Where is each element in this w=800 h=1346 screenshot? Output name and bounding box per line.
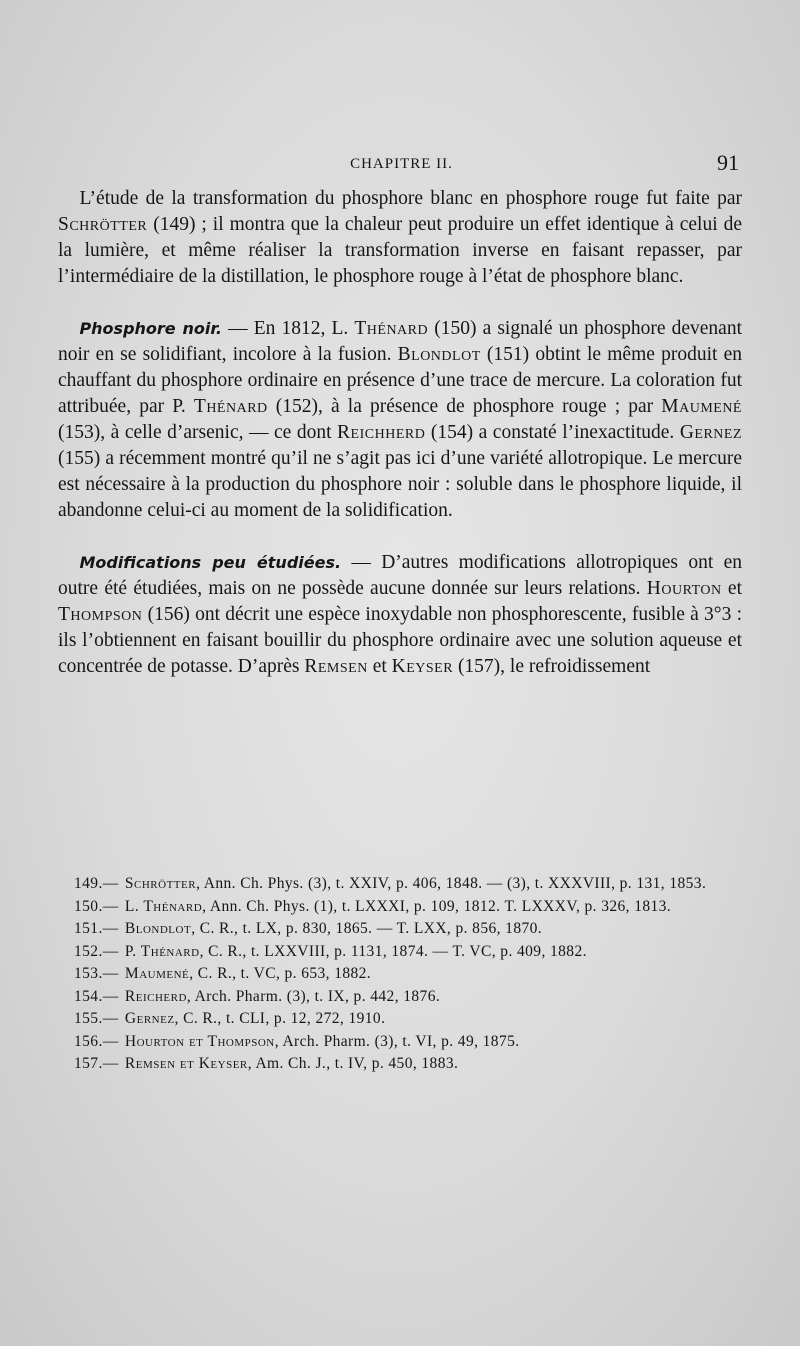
- footnote: [52, 918, 742, 941]
- text-run: (151) obtint le même produit en chauffant du phosphore ordinaire en présence d’une trace de mercure. La coloration fut attribuée, par P.: [58, 344, 742, 417]
- section-heading-phosphore-noir: Phosphore noir.: [79, 319, 223, 338]
- footnote: [52, 1053, 742, 1076]
- footnote: [52, 896, 742, 919]
- footnote-reference: , C. R., t. LX, p. 830, 1865. — T. LXX, p. 856, 1870.: [191, 920, 543, 937]
- body-text: [58, 186, 742, 680]
- author-name: Reichherd: [337, 422, 426, 443]
- text-run: (157), le refroidissement: [453, 656, 651, 677]
- paragraph-schrotter: [58, 186, 742, 290]
- footnotes: [52, 873, 742, 1076]
- footnote-reference: , Ann. Ch. Phys. (3), t. XXIV, p. 406, 1848. — (3), t. XXXVIII, p. 131, 1853.: [196, 875, 707, 892]
- footnote-reference: , Ann. Ch. Phys. (1), t. LXXXI, p. 109, 1812. T. LXXXV, p. 326, 1813.: [202, 897, 672, 915]
- footnote: [52, 1031, 742, 1054]
- footnote-number: 156.—: [74, 1032, 119, 1050]
- author-name: Thénard: [193, 396, 268, 417]
- footnote-number: 157.—: [74, 1055, 119, 1072]
- author-name: Keyser: [391, 656, 454, 677]
- text-run: L’étude de la transformation du phosphore blanc en phosphore rouge fut faite par: [79, 188, 742, 209]
- footnote: [52, 986, 742, 1009]
- section-heading-modifications: Modifications peu étudiées.: [79, 553, 342, 572]
- text-run: (149) ; il montra que la chaleur peut produire un effet identique à celui de la lumière, et même réaliser la transformation inverse en faisant repasser, par l’intermédiaire de la distillation, le phosphore rouge à l’état de phosphore blanc.: [58, 214, 742, 287]
- author-name: Thénard: [354, 318, 429, 339]
- text-run: — D’autres modifications allotropiques ont en outre été étudiées, mais on ne possède aucune donnée sur leurs relations.: [58, 552, 742, 599]
- footnote-author: Remsen et Keyser: [124, 1055, 248, 1072]
- text-run: — En 1812, L.: [222, 318, 355, 339]
- page-header: [60, 148, 743, 178]
- paragraph-phosphore-noir: [58, 316, 742, 524]
- footnote-author: P. Thénard: [124, 942, 200, 960]
- footnote-number: 155.—: [74, 1010, 119, 1027]
- footnote-author: Schrötter: [124, 875, 197, 892]
- footnote-author: Hourton et Thompson: [124, 1032, 275, 1050]
- page-number: 91: [717, 150, 739, 175]
- footnote-author: L. Thénard: [124, 897, 203, 915]
- text-run: (154) a constaté l’inexactitude.: [425, 422, 680, 443]
- footnote-author: Reicherd: [124, 987, 187, 1005]
- footnote-number: 150.—: [74, 897, 119, 915]
- footnote: [52, 963, 742, 986]
- author-name: Blondlot: [397, 344, 481, 365]
- text-run: (152), à la présence de phosphore rouge ; par: [267, 396, 662, 417]
- text-run: et: [721, 578, 742, 599]
- footnote: [52, 941, 742, 964]
- text-run: et: [367, 656, 392, 677]
- author-name: Hourton: [646, 578, 722, 599]
- footnote-reference: , Arch. Pharm. (3), t. IX, p. 442, 1876.: [186, 987, 441, 1005]
- footnote-number: 151.—: [74, 920, 119, 937]
- author-name: Gernez: [679, 422, 742, 443]
- text-run: (153), à celle d’arsenic, — ce dont: [58, 422, 338, 443]
- footnote-reference: , Am. Ch. J., t. IV, p. 450, 1883.: [247, 1055, 459, 1072]
- running-title: CHAPITRE II.: [350, 156, 453, 172]
- author-name: Remsen: [304, 656, 368, 677]
- footnote-author: Gernez: [124, 1010, 175, 1027]
- text-run: (155) a récemment montré qu’il ne s’agit pas ici d’une variété allotropique. Le mercure est nécessaire à la production du phosphore noir : soluble dans le phosphore liquide, il abandonne celui-ci au moment de la solidification.: [58, 448, 742, 521]
- footnote-author: Blondlot: [124, 920, 192, 937]
- paragraph-modifications: [58, 550, 742, 680]
- footnote: [52, 873, 742, 896]
- footnote: [52, 1008, 742, 1031]
- footnote-reference: , C. R., t. CLI, p. 12, 272, 1910.: [174, 1010, 386, 1027]
- author-name: Thompson: [58, 604, 143, 625]
- footnote-number: 153.—: [74, 965, 119, 982]
- footnote-reference: , Arch. Pharm. (3), t. VI, p. 49, 1875.: [274, 1032, 520, 1050]
- footnote-number: 154.—: [74, 987, 119, 1005]
- footnote-number: 149.—: [74, 875, 119, 892]
- footnote-number: 152.—: [74, 942, 119, 960]
- footnote-reference: , C. R., t. LXXVIII, p. 1131, 1874. — T. VC, p. 409, 1882.: [199, 942, 587, 960]
- author-name: Schrötter: [58, 214, 148, 235]
- text-run: (150) a signalé un phosphore devenant noir en se solidifiant, incolore à la fusion.: [58, 318, 743, 365]
- author-name: Maumené: [661, 396, 742, 417]
- text-run: (156) ont décrit une espèce inoxydable non phosphorescente, fusible à 3°3 : ils l’obtiennent en faisant bouillir du phosphore ordinaire avec une solution aqueuse et concentrée de potasse. D’après: [58, 604, 742, 677]
- footnote-author: Maumené: [124, 965, 190, 982]
- footnote-reference: , C. R., t. VC, p. 653, 1882.: [189, 965, 372, 982]
